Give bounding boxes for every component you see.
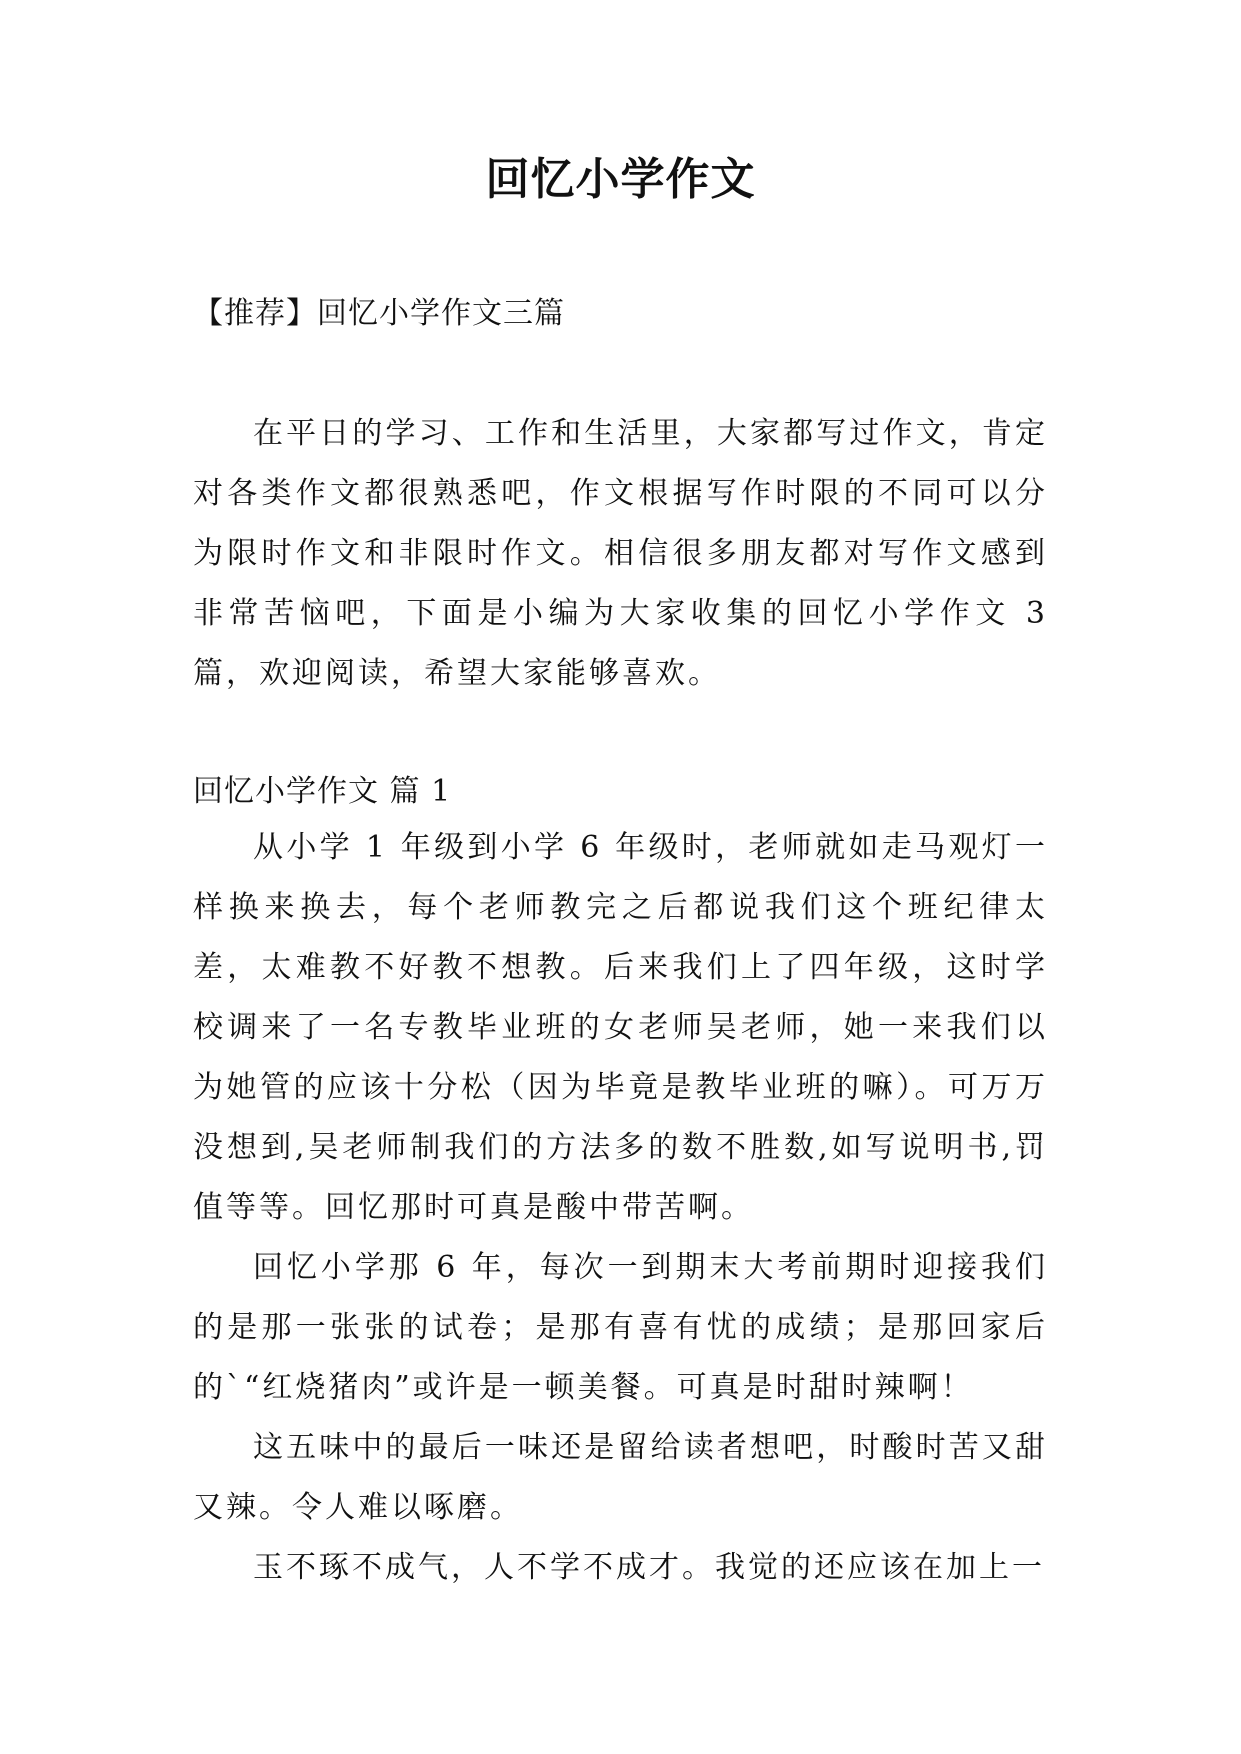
document-title: 回忆小学作文 (485, 154, 756, 205)
document-subtitle: 【推荐】回忆小学作文三篇 (193, 296, 565, 331)
essay-body (193, 818, 1048, 1598)
intro-block (193, 404, 1048, 704)
section-heading: 回忆小学作文 篇 1 (193, 774, 452, 809)
body-paragraph: 玉不琢不成气，人不学不成才。我觉的还应该在加上一 (253, 1550, 1045, 1585)
body-paragraph: 从小学 1 年级到小学 6 年级时，老师就如走马观灯一样换来换去，每个老师教完之后都说我们这个班纪律太差，太难教不好教不想教。后来我们上了四年级，这时学校调来了一名专教毕业班的女老师吴老师，她一来我们以为她管的应该十分松（因为毕竟是教毕业班的嘛）。可万万没想到,吴老师制我们的方法多的数不胜数,如写说明书,罚值等等。回忆那时可真是酸中带苦啊。 (193, 830, 1048, 1225)
intro-paragraph: 在平日的学习、工作和生活里，大家都写过作文，肯定对各类作文都很熟悉吧，作文根据写作时限的不同可以分为限时作文和非限时作文。相信很多朋友都对写作文感到非常苦恼吧，下面是小编为大家收集的回忆小学作文 3 篇，欢迎阅读，希望大家能够喜欢。 (193, 416, 1048, 691)
body-paragraph: 这五味中的最后一味还是留给读者想吧，时酸时苦又甜又辣。令人难以啄磨。 (193, 1430, 1048, 1525)
body-paragraph: 回忆小学那 6 年，每次一到期末大考前期时迎接我们的是那一张张的试卷；是那有喜有忧的成绩；是那回家后的`“红烧猪肉”或许是一顿美餐。可真是时甜时辣啊！ (193, 1250, 1048, 1405)
